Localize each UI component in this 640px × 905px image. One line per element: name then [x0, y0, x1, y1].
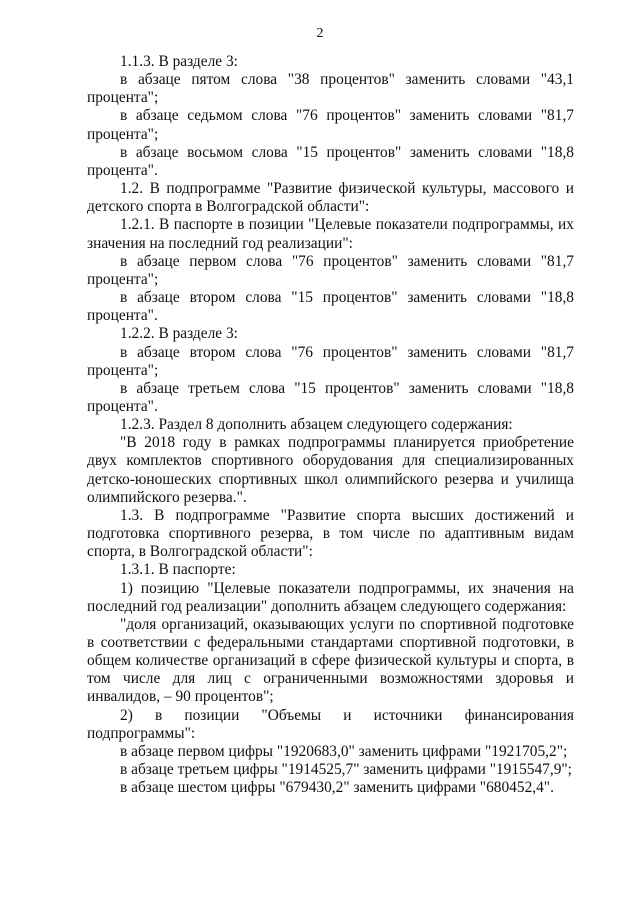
- paragraph-amendment: в абзаце первом слова "76 процентов" заменить словами "81,7 процента";: [87, 252, 574, 288]
- page-number: 2: [316, 26, 324, 41]
- clause-1-2: 1.2. В подпрограмме "Развитие физической культуры, массового и детского спорта в Волгоградской области":: [87, 180, 574, 216]
- paragraph-amendment: в абзаце третьем слова "15 процентов" заменить словами "18,8 процента".: [87, 379, 574, 415]
- item-1: 1) позицию "Целевые показатели подпрограммы, их значения на последний год реализации" дополнить абзацем следующего содержания:: [87, 579, 574, 615]
- paragraph-amendment: в абзаце третьем цифры "1914525,7" заменить цифрами "1915547,9";: [120, 761, 572, 779]
- paragraph-amendment: в абзаце втором слова "76 процентов" заменить словами "81,7 процента";: [87, 343, 574, 379]
- clause-1-3-1: 1.3.1. В паспорте:: [120, 561, 236, 579]
- clause-1-2-2: 1.2.2. В разделе 3:: [120, 325, 238, 343]
- quoted-paragraph: "доля организаций, оказывающих услуги по спортивной подготовке в соответствии с федеральными стандартами спортивной подготовки, в общем количестве организаций в сфере физической культуры и спорта, в том числе для лиц с ограниченными возможностями здоровья и инвалидов, – 90 процентов";: [87, 615, 574, 706]
- item-2: 2) в позиции "Объемы и источники финансирования подпрограммы":: [87, 706, 574, 742]
- paragraph-amendment: в абзаце шестом цифры "679430,2" заменить цифрами "680452,4".: [120, 779, 554, 797]
- quoted-paragraph: "В 2018 году в рамках подпрограммы планируется приобретение двух комплектов спортивного оборудования для специализированных детско-юношеских спортивных школ олимпийского резерва и училища олимпийского резерва.".: [87, 434, 574, 506]
- paragraph-amendment: в абзаце пятом слова "38 процентов" заменить словами "43,1 процента";: [87, 71, 574, 107]
- paragraph-amendment: в абзаце седьмом слова "76 процентов" заменить словами "81,7 процента";: [87, 107, 574, 143]
- clause-1-2-3: 1.2.3. Раздел 8 дополнить абзацем следующего содержания:: [120, 416, 513, 434]
- paragraph-amendment: в абзаце восьмом слова "15 процентов" заменить словами "18,8 процента".: [87, 143, 574, 179]
- clause-1-1-3: 1.1.3. В разделе 3:: [120, 53, 238, 70]
- paragraph-amendment: в абзаце втором слова "15 процентов" заменить словами "18,8 процента".: [87, 289, 574, 325]
- paragraph-amendment: в абзаце первом цифры "1920683,0" заменить цифрами "1921705,2";: [120, 742, 568, 760]
- document-body: [87, 53, 574, 797]
- clause-1-2-1: 1.2.1. В паспорте в позиции "Целевые показатели подпрограммы, их значения на последний год реализации":: [87, 216, 574, 252]
- clause-1-3: 1.3. В подпрограмме "Развитие спорта высших достижений и подготовка спортивного резерва, в том числе по адаптивным видам спорта, в Волгоградской области":: [87, 506, 574, 561]
